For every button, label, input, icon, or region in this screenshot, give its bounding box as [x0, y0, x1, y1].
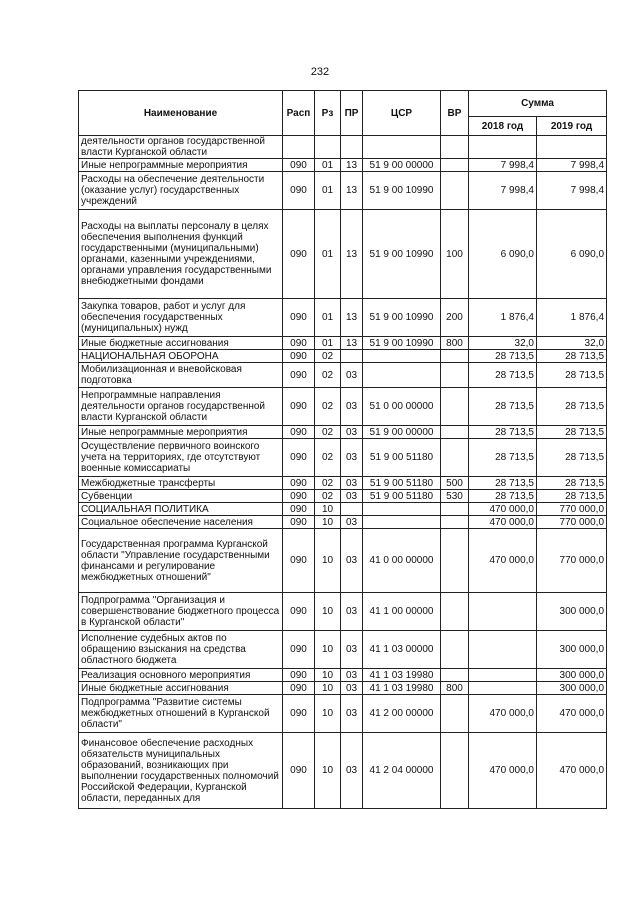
row-vr [441, 426, 469, 439]
table-row [79, 631, 607, 669]
row-pr: 13 [341, 337, 363, 350]
row-rasp: 090 [283, 388, 315, 426]
row-pr: 03 [341, 516, 363, 529]
row-sum-2019: 28 713,5 [537, 477, 607, 490]
header-csr: ЦСР [363, 91, 441, 136]
row-sum-2019: 1 876,4 [537, 299, 607, 337]
row-sum-2018 [469, 682, 537, 695]
row-sum-2018: 28 713,5 [469, 490, 537, 503]
table-body [79, 136, 607, 809]
row-name: Субвенции [79, 490, 283, 503]
row-csr: 51 9 00 51180 [363, 477, 441, 490]
row-csr [363, 503, 441, 516]
table-row [79, 503, 607, 516]
header-rasp: Расп [283, 91, 315, 136]
row-pr: 03 [341, 695, 363, 733]
row-csr: 41 0 00 00000 [363, 529, 441, 593]
row-sum-2018: 28 713,5 [469, 388, 537, 426]
table-row [79, 426, 607, 439]
row-csr: 51 9 00 00000 [363, 426, 441, 439]
row-name: Межбюджетные трансферты [79, 477, 283, 490]
row-pr: 13 [341, 159, 363, 172]
row-sum-2019: 770 000,0 [537, 516, 607, 529]
table-row [79, 388, 607, 426]
header-rz: Рз [315, 91, 341, 136]
header-sum: Сумма [469, 91, 607, 117]
row-rasp: 090 [283, 172, 315, 210]
row-csr: 51 9 00 10990 [363, 210, 441, 299]
row-vr [441, 516, 469, 529]
row-name: Непрограммные направления деятельности органов государственной власти Курганской области [79, 388, 283, 426]
row-rasp: 090 [283, 682, 315, 695]
row-name: Мобилизационная и вневойсковая подготовка [79, 363, 283, 388]
row-vr [441, 669, 469, 682]
row-sum-2019: 770 000,0 [537, 503, 607, 516]
table-row [79, 733, 607, 809]
row-sum-2019: 32,0 [537, 337, 607, 350]
row-sum-2019: 300 000,0 [537, 682, 607, 695]
row-vr [441, 136, 469, 159]
row-csr: 51 9 00 10990 [363, 299, 441, 337]
row-sum-2018 [469, 669, 537, 682]
row-sum-2019: 7 998,4 [537, 172, 607, 210]
row-pr: 03 [341, 669, 363, 682]
table-row [79, 490, 607, 503]
row-rasp [283, 136, 315, 159]
row-sum-2019: 770 000,0 [537, 529, 607, 593]
row-sum-2018 [469, 136, 537, 159]
row-name: Расходы на обеспечение деятельности (оказание услуг) государственных учреждений [79, 172, 283, 210]
row-sum-2018: 470 000,0 [469, 529, 537, 593]
row-rz: 10 [315, 631, 341, 669]
row-csr: 41 1 03 19980 [363, 669, 441, 682]
row-name: Государственная программа Курганской области "Управление государственными финансами и регулирование межбюджетных отношений" [79, 529, 283, 593]
row-sum-2019: 6 090,0 [537, 210, 607, 299]
header-pr: ПР [341, 91, 363, 136]
row-pr: 13 [341, 299, 363, 337]
row-csr: 41 1 03 00000 [363, 631, 441, 669]
row-rasp: 090 [283, 733, 315, 809]
page-number: 232 [310, 66, 330, 78]
row-sum-2018 [469, 631, 537, 669]
header-vr: ВР [441, 91, 469, 136]
row-sum-2018: 470 000,0 [469, 516, 537, 529]
table-row [79, 159, 607, 172]
row-rz: 01 [315, 172, 341, 210]
row-name: Иные непрограммные мероприятия [79, 159, 283, 172]
row-sum-2018: 32,0 [469, 337, 537, 350]
row-rz: 10 [315, 669, 341, 682]
row-rasp: 090 [283, 631, 315, 669]
row-csr: 51 9 00 10990 [363, 337, 441, 350]
row-csr: 51 9 00 00000 [363, 159, 441, 172]
row-name: Закупка товаров, работ и услуг для обеспечения государственных (муниципальных) нужд [79, 299, 283, 337]
row-sum-2018: 28 713,5 [469, 477, 537, 490]
row-sum-2018: 7 998,4 [469, 172, 537, 210]
row-sum-2019: 300 000,0 [537, 669, 607, 682]
row-rasp: 090 [283, 669, 315, 682]
row-vr [441, 159, 469, 172]
row-sum-2019: 28 713,5 [537, 439, 607, 477]
row-rz: 10 [315, 695, 341, 733]
row-rasp: 090 [283, 490, 315, 503]
header-name: Наименование [79, 91, 283, 136]
table-row [79, 337, 607, 350]
row-vr: 530 [441, 490, 469, 503]
row-csr [363, 350, 441, 363]
row-name: Реализация основного мероприятия [79, 669, 283, 682]
table-row [79, 172, 607, 210]
row-rasp: 090 [283, 159, 315, 172]
row-rz: 01 [315, 159, 341, 172]
row-rasp: 090 [283, 516, 315, 529]
row-name: Расходы на выплаты персоналу в целях обеспечения выполнения функций государственными (муниципальными) органами, казенными учреждениями, органами управления государственными внебюджетными фондами [79, 210, 283, 299]
row-sum-2018: 470 000,0 [469, 503, 537, 516]
row-pr: 03 [341, 388, 363, 426]
row-pr: 03 [341, 363, 363, 388]
row-name: Финансовое обеспечение расходных обязательств муниципальных образований, возникающих при выполнении государственных полномочий Российской Федерации, Курганской области, переданных для [79, 733, 283, 809]
row-csr: 51 9 00 10990 [363, 172, 441, 210]
table-row [79, 210, 607, 299]
row-csr: 51 0 00 00000 [363, 388, 441, 426]
row-vr: 800 [441, 337, 469, 350]
row-rasp: 090 [283, 337, 315, 350]
row-pr: 03 [341, 733, 363, 809]
row-rz: 10 [315, 682, 341, 695]
row-sum-2019: 28 713,5 [537, 363, 607, 388]
row-csr: 41 2 04 00000 [363, 733, 441, 809]
table-row [79, 529, 607, 593]
row-rasp: 090 [283, 439, 315, 477]
row-sum-2019: 300 000,0 [537, 593, 607, 631]
row-sum-2019: 470 000,0 [537, 695, 607, 733]
row-pr: 03 [341, 426, 363, 439]
row-rasp: 090 [283, 529, 315, 593]
row-name: Иные бюджетные ассигнования [79, 682, 283, 695]
row-vr [441, 733, 469, 809]
row-csr: 41 1 03 19980 [363, 682, 441, 695]
row-rz: 02 [315, 426, 341, 439]
row-name: Социальное обеспечение населения [79, 516, 283, 529]
row-rz: 10 [315, 593, 341, 631]
row-name: Исполнение судебных актов по обращению взыскания на средства областного бюджета [79, 631, 283, 669]
row-rz: 10 [315, 733, 341, 809]
row-sum-2019: 28 713,5 [537, 426, 607, 439]
row-csr: 51 9 00 51180 [363, 490, 441, 503]
row-rz: 01 [315, 337, 341, 350]
row-pr: 03 [341, 631, 363, 669]
row-pr [341, 503, 363, 516]
row-rz: 01 [315, 210, 341, 299]
row-name: Подпрограмма "Организация и совершенствование бюджетного процесса в Курганской области" [79, 593, 283, 631]
header-year-2019: 2019 год [537, 117, 607, 136]
table-row [79, 136, 607, 159]
row-rasp: 090 [283, 350, 315, 363]
row-vr [441, 593, 469, 631]
row-sum-2018 [469, 593, 537, 631]
row-pr [341, 350, 363, 363]
row-rz: 02 [315, 490, 341, 503]
row-sum-2018: 28 713,5 [469, 363, 537, 388]
row-name: Осуществление первичного воинского учета на территориях, где отсутствуют военные комиссариаты [79, 439, 283, 477]
row-sum-2018: 6 090,0 [469, 210, 537, 299]
row-sum-2019: 470 000,0 [537, 733, 607, 809]
row-rz: 10 [315, 503, 341, 516]
row-csr: 41 1 00 00000 [363, 593, 441, 631]
row-name: деятельности органов государственной власти Курганской области [79, 136, 283, 159]
row-rz: 10 [315, 529, 341, 593]
row-rasp: 090 [283, 695, 315, 733]
row-csr: 51 9 00 51180 [363, 439, 441, 477]
row-rasp: 090 [283, 299, 315, 337]
row-pr: 03 [341, 439, 363, 477]
row-vr: 800 [441, 682, 469, 695]
row-csr: 41 2 00 00000 [363, 695, 441, 733]
row-rz: 02 [315, 477, 341, 490]
row-rasp: 090 [283, 503, 315, 516]
row-sum-2018: 1 876,4 [469, 299, 537, 337]
row-pr: 03 [341, 529, 363, 593]
table-row [79, 350, 607, 363]
row-vr [441, 388, 469, 426]
row-sum-2019: 300 000,0 [537, 631, 607, 669]
row-sum-2018: 7 998,4 [469, 159, 537, 172]
row-vr [441, 695, 469, 733]
row-pr [341, 136, 363, 159]
row-vr [441, 631, 469, 669]
row-vr [441, 503, 469, 516]
row-sum-2019: 28 713,5 [537, 350, 607, 363]
table-row [79, 669, 607, 682]
row-rasp: 090 [283, 363, 315, 388]
row-vr: 500 [441, 477, 469, 490]
table-row [79, 695, 607, 733]
row-sum-2018: 28 713,5 [469, 439, 537, 477]
row-name: Иные непрограммные мероприятия [79, 426, 283, 439]
row-csr [363, 363, 441, 388]
row-sum-2019: 7 998,4 [537, 159, 607, 172]
row-vr: 200 [441, 299, 469, 337]
row-rasp: 090 [283, 477, 315, 490]
row-csr [363, 516, 441, 529]
table-row [79, 299, 607, 337]
row-rasp: 090 [283, 426, 315, 439]
row-sum-2018: 28 713,5 [469, 426, 537, 439]
row-sum-2019: 28 713,5 [537, 388, 607, 426]
row-sum-2018: 470 000,0 [469, 695, 537, 733]
row-pr: 03 [341, 593, 363, 631]
table-row [79, 477, 607, 490]
row-vr [441, 350, 469, 363]
row-name: НАЦИОНАЛЬНАЯ ОБОРОНА [79, 350, 283, 363]
row-rz [315, 136, 341, 159]
row-csr [363, 136, 441, 159]
row-pr: 03 [341, 682, 363, 695]
table-row [79, 593, 607, 631]
row-pr: 13 [341, 210, 363, 299]
budget-table [78, 90, 607, 809]
row-pr: 03 [341, 477, 363, 490]
row-vr [441, 363, 469, 388]
row-rasp: 090 [283, 210, 315, 299]
row-sum-2018: 470 000,0 [469, 733, 537, 809]
row-rz: 02 [315, 363, 341, 388]
row-name: СОЦИАЛЬНАЯ ПОЛИТИКА [79, 503, 283, 516]
row-pr: 13 [341, 172, 363, 210]
row-rz: 02 [315, 350, 341, 363]
row-sum-2019: 28 713,5 [537, 490, 607, 503]
row-rz: 10 [315, 516, 341, 529]
row-vr [441, 529, 469, 593]
table-row [79, 682, 607, 695]
table-row [79, 516, 607, 529]
row-sum-2018: 28 713,5 [469, 350, 537, 363]
row-vr [441, 172, 469, 210]
row-rasp: 090 [283, 593, 315, 631]
row-sum-2019 [537, 136, 607, 159]
row-vr: 100 [441, 210, 469, 299]
table-row [79, 363, 607, 388]
row-rz: 01 [315, 299, 341, 337]
row-rz: 02 [315, 439, 341, 477]
row-rz: 02 [315, 388, 341, 426]
header-year-2018: 2018 год [469, 117, 537, 136]
row-name: Иные бюджетные ассигнования [79, 337, 283, 350]
row-name: Подпрограмма "Развитие системы межбюджетных отношений в Курганской области" [79, 695, 283, 733]
row-vr [441, 439, 469, 477]
row-pr: 03 [341, 490, 363, 503]
table-row [79, 439, 607, 477]
